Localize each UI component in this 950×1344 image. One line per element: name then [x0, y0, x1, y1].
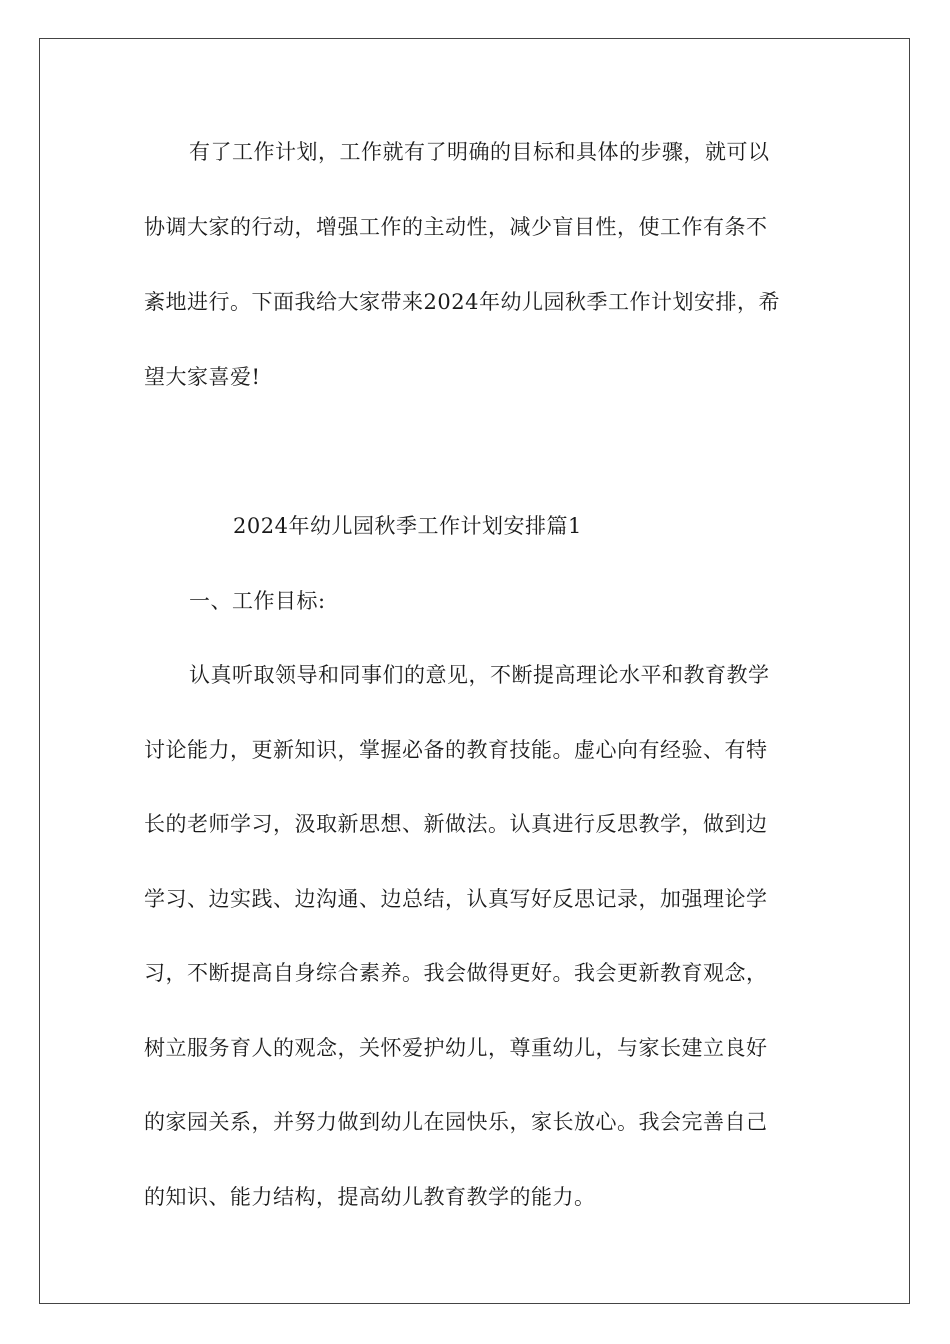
- intro-line: 有了工作计划，工作就有了明确的目标和具体的步骤，就可以: [189, 140, 770, 164]
- body-line: 认真听取领导和同事们的意见，不断提高理论水平和教育教学: [189, 663, 770, 687]
- intro-line: 紊地进行。下面我给大家带来2024年幼儿园秋季工作计划安排，希: [144, 290, 780, 314]
- intro-line: 协调大家的行动，增强工作的主动性，减少盲目性，使工作有条不: [144, 215, 768, 239]
- body-line: 讨论能力，更新知识，掌握必备的教育技能。虚心向有经验、有特: [144, 738, 768, 762]
- body-line: 学习、边实践、边沟通、边总结，认真写好反思记录，加强理论学: [144, 887, 768, 911]
- subheading: 一、工作目标:: [189, 589, 326, 613]
- body-line: 长的老师学习，汲取新思想、新做法。认真进行反思教学，做到边: [144, 812, 768, 836]
- body-line: 的知识、能力结构，提高幼儿教育教学的能力。: [144, 1185, 596, 1209]
- body-line: 的家园关系，并努力做到幼儿在园快乐，家长放心。我会完善自己: [144, 1110, 768, 1134]
- section-title: 2024年幼儿园秋季工作计划安排篇1: [233, 514, 582, 538]
- body-line: 树立服务育人的观念，关怀爱护幼儿，尊重幼儿，与家长建立良好: [144, 1036, 768, 1060]
- intro-line: 望大家喜爱!: [144, 365, 261, 389]
- body-line: 习，不断提高自身综合素养。我会做得更好。我会更新教育观念，: [144, 961, 768, 985]
